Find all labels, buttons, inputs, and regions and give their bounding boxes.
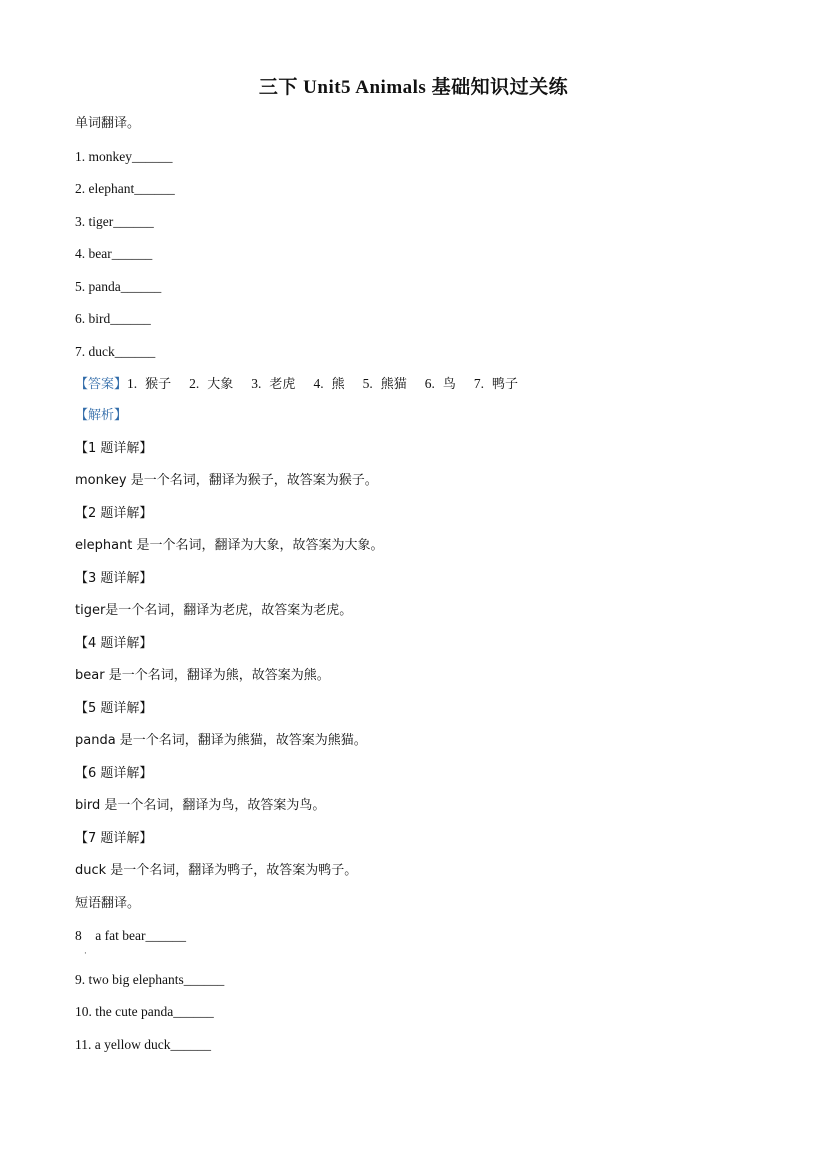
question-2: 2. elephant______ [75,181,175,196]
question-3: 3. tiger______ [75,214,154,229]
detail-text-2: elephant 是一个名词，翻译为大象，故答案为大象。 [75,538,384,553]
detail-heading-5: 【5 题详解】 [75,701,153,716]
answer-label: 【答案】 [75,377,128,392]
page-title: 三下 Unit5 Animals 基础知识过关练 [258,77,569,98]
question-8: 8 a fat bear______ [75,928,186,943]
answer-item: 7. 鸭子 [473,376,518,392]
detail-text-4: bear 是一个名词，翻译为熊，故答案为熊。 [75,668,330,683]
answer-item: 4. 熊 [313,376,345,392]
detail-text-5: panda 是一个名词，翻译为熊猫，故答案为熊猫。 [75,733,367,748]
question-10: 10. the cute panda______ [75,1004,214,1019]
question-7: 7. duck______ [75,344,156,359]
question-1: 1. monkey______ [75,149,173,164]
analysis-label: 【解析】 [75,408,128,423]
detail-heading-1: 【1 题详解】 [75,441,153,456]
question-6: 6. bird______ [75,311,151,326]
answer-item: 5. 熊猫 [362,376,407,392]
stray-mark: · [84,949,87,959]
question-5: 5. panda______ [75,279,162,294]
answer-row [75,375,536,394]
section-heading-word-translation: 单词翻译。 [75,116,141,131]
answer-item: 6. 鸟 [424,376,456,392]
detail-heading-2: 【2 题详解】 [75,506,153,521]
question-4: 4. bear______ [75,246,153,261]
detail-heading-4: 【4 题详解】 [75,636,153,651]
detail-heading-7: 【7 题详解】 [75,831,153,846]
detail-text-3: tiger是一个名词，翻译为老虎，故答案为老虎。 [75,603,353,618]
detail-text-1: monkey 是一个名词，翻译为猴子，故答案为猴子。 [75,473,378,488]
detail-heading-6: 【6 题详解】 [75,766,153,781]
detail-text-7: duck 是一个名词，翻译为鸭子，故答案为鸭子。 [75,863,358,878]
question-9: 9. two big elephants______ [75,972,225,987]
answer-item: 3. 老虎 [251,376,296,392]
question-11: 11. a yellow duck______ [75,1037,211,1052]
answer-item: 2. 大象 [189,376,234,392]
detail-text-6: bird 是一个名词，翻译为鸟，故答案为鸟。 [75,798,326,813]
section-heading-phrase-translation: 短语翻译。 [75,896,141,911]
answer-item: 1. 猴子 [127,376,172,392]
detail-heading-3: 【3 题详解】 [75,571,153,586]
